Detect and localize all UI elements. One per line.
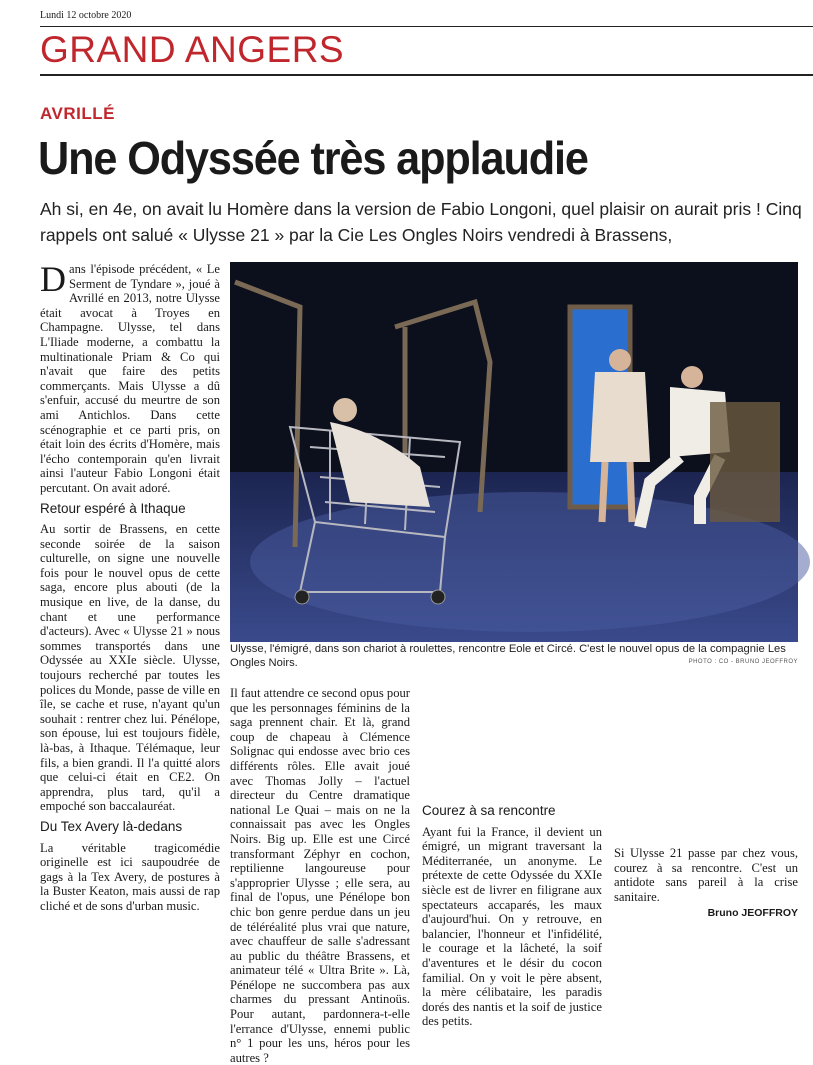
stage-photo xyxy=(230,262,798,642)
paragraph-3b: Il faut attendre ce second opus pour que les personnages féminins de la saga prennent chair. Et là, grand coup de chapeau à Clémence Solignac qui endosse avec brio ces différents rôles. Elle avait joué avec Thomas Jolly – l'actuel directeur du Centre dramatique national Le Quai – mais on ne la connaissait pas avec les Ongles Noirs. Big up. Elle est une Circé transformant Zéphyr en cochon, reptilienne langoureuse pour s'approprier Ulysse ; elle sera, au final de l'opus, une Pénélope bon chic bon genre perdue dans un jeu de téléréalité plus vrai que nature, avec chauffeur de salle s'adressant au public du théâtre Brassens, et animateur télé « Ultra Brite ». Là, Pénélope ne succombera pas aux charmes du pressant Antinoüs. Pour autant, pardonnera-t-elle l'errance d'Ulysse, ennemi public n° 1 pour les uns, héros pour les autres ? xyxy=(230,686,410,1065)
article-kicker: AVRILLÉ xyxy=(40,104,115,123)
article-standfirst: Ah si, en 4e, on avait lu Homère dans la version de Fabio Longoni, quel plaisir on aurait pris ! Cinq rappels ont salué « Ulysse 21 » par la Cie Les Ongles Noirs vendredi à Brassens, xyxy=(40,199,802,245)
text-column-4 xyxy=(614,686,798,921)
stage-photo-illustration xyxy=(230,262,798,642)
subhead-courez: Courez à sa rencontre xyxy=(422,803,556,818)
paragraph-3a: La véritable tragicomédie originelle est ici saupoudrée de gags à la Tex Avery, de postures à la Buster Keaton, mais aussi de rap cliché et de sons d'urban music. xyxy=(40,840,220,913)
text-column-1 xyxy=(40,259,220,915)
top-rule xyxy=(40,26,813,27)
paragraph-4b: Si Ulysse 21 passe par chez vous, courez à sa rencontre. C'est un antidote sans pareil à la crise sanitaire. xyxy=(614,846,798,904)
photo-caption: Ulysse, l'émigré, dans son chariot à roulettes, rencontre Eole et Circé. C'est le nouvel opus de la compagnie Les Ongles Noirs. xyxy=(230,643,786,669)
subhead-tex-avery: Du Tex Avery là-dedans xyxy=(40,818,183,834)
section-title: GRAND ANGERS xyxy=(40,29,345,70)
dropcap: D xyxy=(40,259,66,299)
subhead-retour: Retour espéré à Ithaque xyxy=(40,500,186,516)
author-signature: Bruno JEOFFROY xyxy=(707,907,798,920)
article-headline: Une Odyssée très applaudie xyxy=(38,132,588,184)
section-rule xyxy=(40,74,813,76)
issue-date: Lundi 12 octobre 2020 xyxy=(40,10,132,21)
photo-credit: PHOTO : CO - BRUNO JEOFFROY xyxy=(688,659,798,665)
paragraph-4a: Ayant fui la France, il devient un émigré, un migrant traversant la Méditerranée, un anonyme. Le prétexte de cette Odyssée du XXIe siècle est de livrer en filigrane aux spectateurs accaparés, les maux d'aujourd'hui. On y retrouve, en balancier, l'honneur et l'infidélité, le courage et la lâcheté, la soif d'aventures et le désir du cocon familial. On y voit le père absent, la mère célibataire, les paradis dorés des nantis et la soif de justice des petits. xyxy=(422,824,602,1029)
paragraph-2: Au sortir de Brassens, en cette seconde soirée de la saison culturelle, on signe une nouvelle fois pour le nouvel opus de cette saga, encore plus abouti (de la musique en live, de la danse, du chant et une performance d'acteurs). Avec « Ulysse 21 » nous sommes transportés dans une Odyssée au XXIe siècle. Ulysse, toujours recherché par toutes les polices du Monde, passe de ville en île, se cache et ruse, n'ayant qu'un souhait : rentrer chez lui. Pénélope, son épouse, lui est toujours fidèle, là-bas, à Ithaque. Télémaque, leur fils, a bien grandi. Il l'a quitté alors que celui-ci était en CE2. On apprendra, plus tard, qu'il a empoché son baccalauréat. xyxy=(40,522,220,814)
text-column-3 xyxy=(422,686,602,1029)
text-column-2 xyxy=(230,686,410,1065)
intro-text: ans l'épisode précédent, « Le Serment de Tyndare », joué à Avrillé en 2013, notre Ulysse était avocat à Troyes en Champagne. Ulysse, tel dans L'Iliade moderne, a combattu la multinationale Priam & Co qui n'avait que faire des petits commerçants. Mais Ulysse a dû s'enfuir, accusé du meurtre de son ami Antichlos. Dans cette scénographie et ce parti pris, on était loin des écrits d'Homère, mais l'écho contemporain qu'en livrait ainsi l'auteur Fabio Longoni était percutant. On avait adoré. xyxy=(40,262,220,495)
intro-paragraph xyxy=(40,259,220,496)
